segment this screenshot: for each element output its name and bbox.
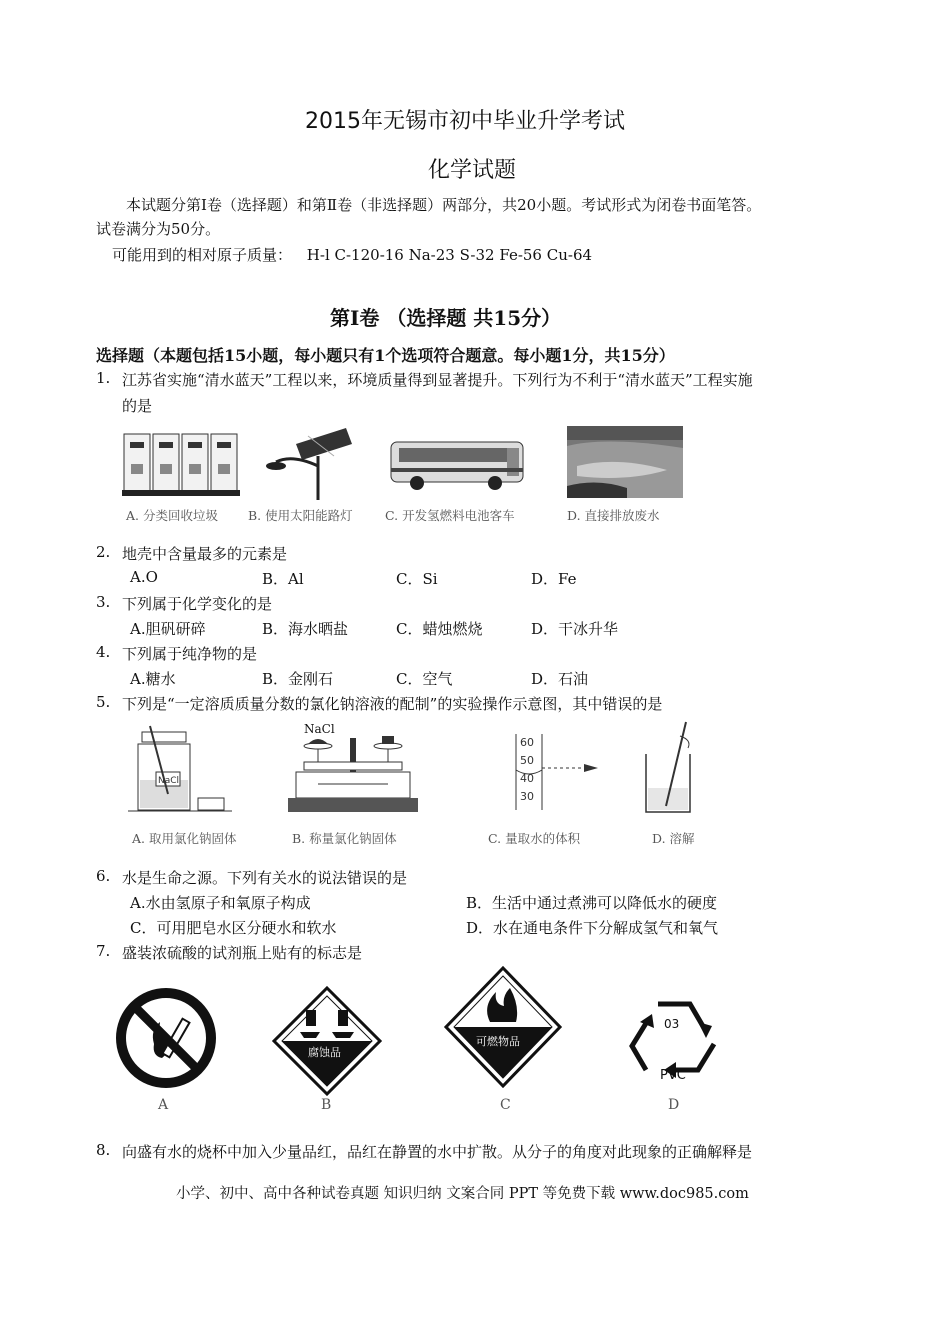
q5-image-take-nacl xyxy=(128,724,234,816)
q5-num: 5. xyxy=(96,693,111,711)
q3-num: 3. xyxy=(96,593,111,611)
q5-tick-40: 40 xyxy=(520,772,534,785)
section-heading: 选择题（本题包括15小题，每小题只有1个选项符合题意。每小题1分，共15分） xyxy=(96,346,675,365)
q6-option-a: A.水由氢原子和氧原子构成 xyxy=(130,894,311,912)
q5-tick-60: 60 xyxy=(520,736,534,749)
q4-stem: 下列属于纯净物的是 xyxy=(122,645,258,663)
atomic-mass-values: H-l C-120-16 Na-23 S-32 Fe-56 Cu-64 xyxy=(306,246,593,264)
intro-line-2: 试卷满分为50分。 xyxy=(96,220,221,238)
q4-option-d: D．石油 xyxy=(531,670,589,688)
q5-stem: 下列是“一定溶质质量分数的氯化钠溶液的配制”的实验操作示意图，其中错误的是 xyxy=(122,695,663,713)
q6-num: 6. xyxy=(96,867,111,885)
q4-option-c: C．空气 xyxy=(396,670,453,688)
q1-caption-c: C. 开发氢燃料电池客车 xyxy=(385,508,515,523)
q1-image-solar-lamp xyxy=(262,426,354,502)
q5-caption-c: C. 量取水的体积 xyxy=(488,831,581,846)
exam-title: 2015年无锡市初中毕业升学考试 xyxy=(305,109,625,134)
q3-stem: 下列属于化学变化的是 xyxy=(122,595,273,613)
atomic-mass-line xyxy=(112,244,592,265)
q5-tick-50: 50 xyxy=(520,754,534,767)
q1-caption-b: B. 使用太阳能路灯 xyxy=(248,508,353,523)
q1-num: 1. xyxy=(96,369,111,387)
q1-image-wastewater xyxy=(567,426,683,498)
q4-option-b: B．金刚石 xyxy=(262,670,334,688)
q1-stem-line2: 的是 xyxy=(122,397,153,415)
q5-tick-30: 30 xyxy=(520,790,534,803)
q7-label-c: C xyxy=(500,1097,511,1113)
q6-option-b: B．生活中通过煮沸可以降低水的硬度 xyxy=(466,894,718,912)
q7-label-d: D xyxy=(668,1097,680,1113)
q7-label-a: A xyxy=(158,1097,169,1113)
q5-image-dissolve xyxy=(640,718,702,818)
q1-caption-a: A. 分类回收垃圾 xyxy=(126,508,218,523)
q6-stem: 水是生命之源。下列有关水的说法错误的是 xyxy=(122,869,408,887)
q8-stem: 向盛有水的烧杯中加入少量品红，品红在静置的水中扩散。从分子的角度对此现象的正确解释是 xyxy=(122,1143,753,1161)
q3-option-c: C．蜡烛燃烧 xyxy=(396,620,483,638)
q2-option-a: A.O xyxy=(130,568,158,586)
q7-recycle-material: PVC xyxy=(660,1068,686,1083)
q1-caption-d: D. 直接排放废水 xyxy=(567,508,660,523)
q7-label-b: B xyxy=(321,1097,332,1113)
q7-num: 7. xyxy=(96,942,111,960)
q5-caption-d: D. 溶解 xyxy=(652,831,695,846)
q2-option-b: B．Al xyxy=(262,570,304,588)
q2-option-d: D．Fe xyxy=(531,570,577,588)
q7-sign-a-no-fire-icon xyxy=(114,986,218,1090)
q4-option-a: A.糖水 xyxy=(130,670,176,688)
q7-sign-c-text: 可燃物品 xyxy=(476,1035,520,1048)
q4-num: 4. xyxy=(96,643,111,661)
q5-image-measure-water xyxy=(498,730,608,812)
q3-option-d: D．干冰升华 xyxy=(531,620,619,638)
q7-sign-c-flammable-icon xyxy=(444,966,562,1088)
q7-recycle-code: 03 xyxy=(664,1017,680,1031)
q1-stem-line1: 江苏省实施“清水蓝天”工程以来，环境质量得到显著提升。下列行为不利于“清水蓝天”工程实施 xyxy=(122,371,753,389)
q3-option-a: A.胆矾研碎 xyxy=(130,620,206,638)
subject-title: 化学试题 xyxy=(428,158,517,183)
part1-title: 第Ⅰ卷 （选择题 共15分） xyxy=(330,306,562,330)
atomic-mass-label: 可能用到的相对原子质量： xyxy=(112,246,293,264)
q5-balance-label: NaCl xyxy=(304,722,335,736)
q5-bottle-label: NaCl xyxy=(158,776,180,786)
q7-sign-b-corrosive-icon xyxy=(272,986,382,1096)
q6-option-c: C．可用肥皂水区分硬水和软水 xyxy=(130,919,337,937)
intro-line-1: 本试题分第Ⅰ卷（选择题）和第Ⅱ卷（非选择题）两部分，共20小题。考试形式为闭卷书面笔答。 xyxy=(126,196,762,214)
q7-sign-b-text: 腐蚀品 xyxy=(308,1046,341,1059)
q5-image-weigh-nacl xyxy=(288,732,418,818)
q2-option-c: C．Si xyxy=(396,570,438,588)
q2-num: 2. xyxy=(96,543,111,561)
page-footer: 小学、初中、高中各种试卷真题 知识归纳 文案合同 PPT 等免费下载 www.doc985.com xyxy=(176,1186,749,1202)
q5-caption-a: A. 取用氯化钠固体 xyxy=(132,831,237,846)
q8-num: 8. xyxy=(96,1141,111,1159)
q3-option-b: B．海水晒盐 xyxy=(262,620,349,638)
q1-image-hydrogen-bus xyxy=(387,436,527,492)
q1-image-recycle-bins xyxy=(122,428,240,500)
q5-caption-b: B. 称量氯化钠固体 xyxy=(292,831,397,846)
q7-stem: 盛装浓硫酸的试剂瓶上贴有的标志是 xyxy=(122,944,363,962)
q6-option-d: D．水在通电条件下分解成氢气和氧气 xyxy=(466,919,719,937)
q2-stem: 地壳中含量最多的元素是 xyxy=(122,545,288,563)
